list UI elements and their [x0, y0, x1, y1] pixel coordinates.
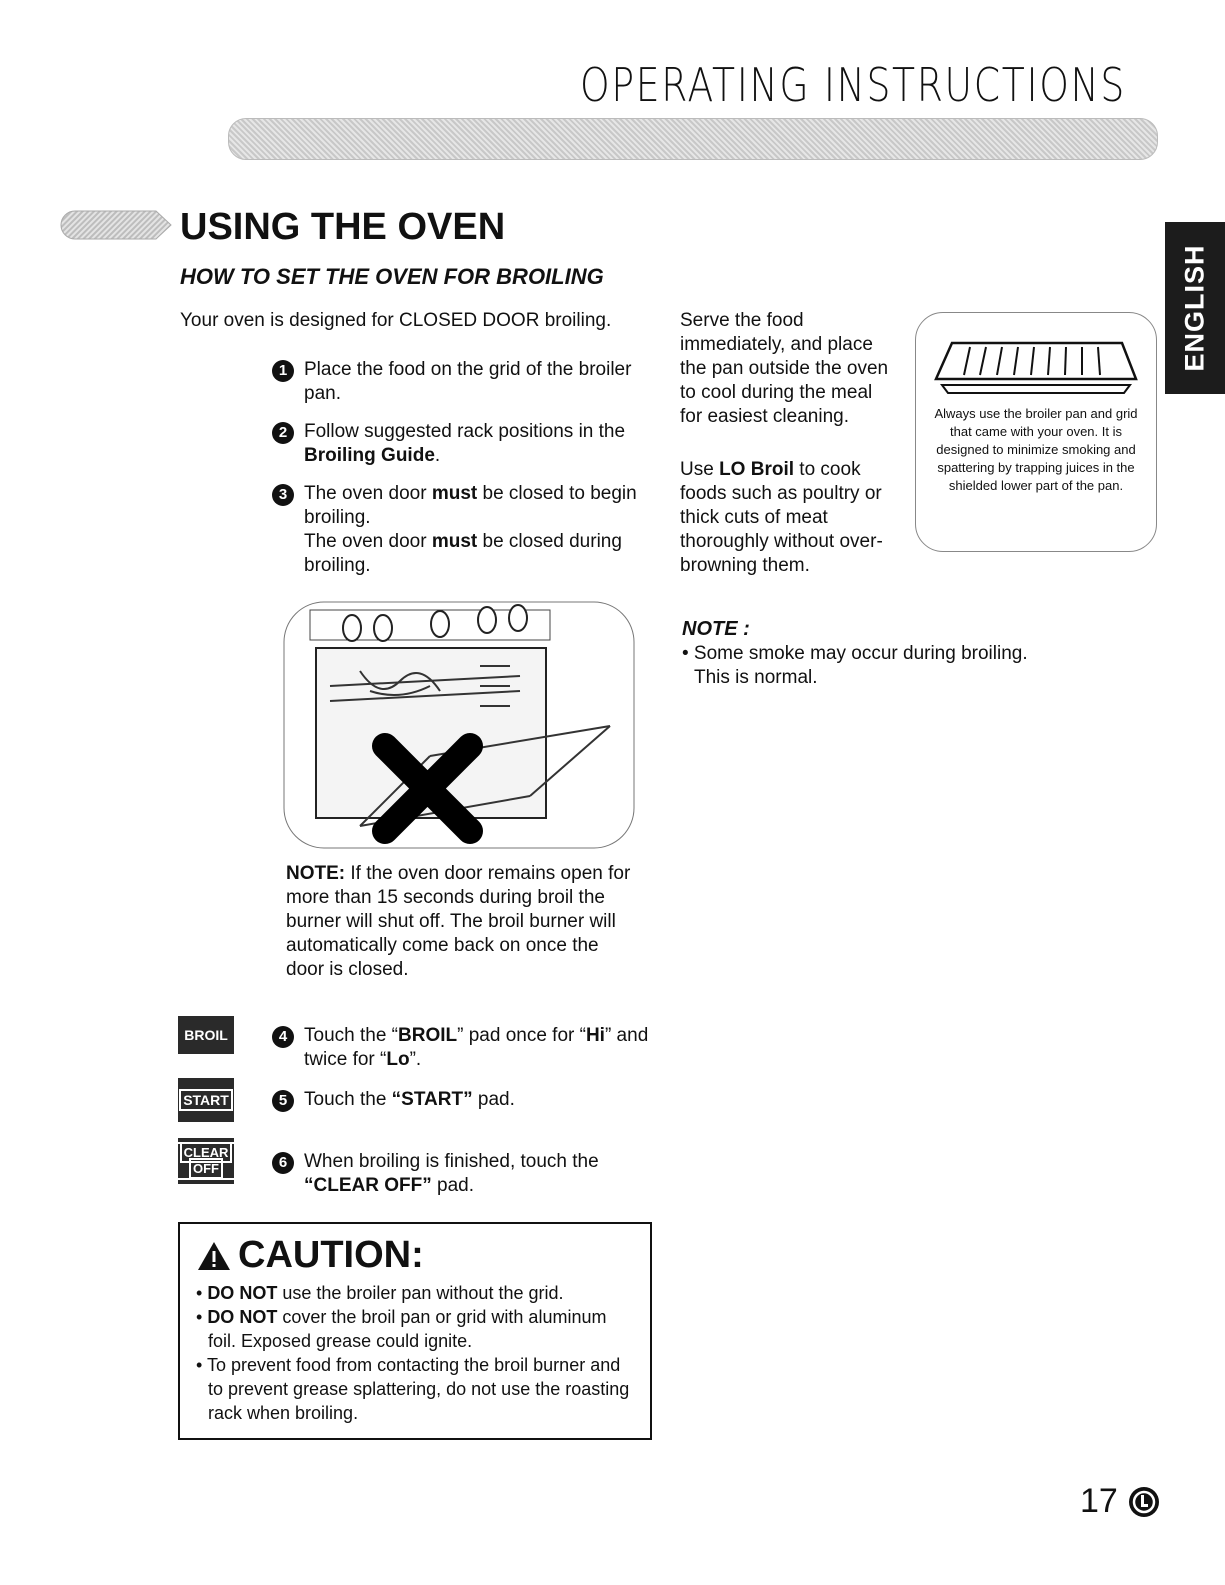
step-text: Touch the “BROIL” pad once for “Hi” and twice for “Lo”.: [304, 1025, 649, 1070]
step-number-badge: 1: [272, 360, 294, 382]
page-header-title: OPERATING INSTRUCTIONS: [580, 58, 1127, 112]
step-number-badge: 3: [272, 484, 294, 506]
step-number-badge: 5: [272, 1090, 294, 1112]
broil-pad-icon: BROIL: [178, 1016, 234, 1054]
step-text: When broiling is finished, touch the “CLEAR OFF” pad.: [304, 1151, 599, 1196]
step-text: Place the food on the grid of the broiler pan.: [304, 359, 632, 404]
broiler-pan-illustration: [930, 335, 1142, 397]
clear-off-pad-icon: CLEAR OFF: [178, 1138, 234, 1184]
language-tab: ENGLISH: [1165, 222, 1225, 394]
caution-item: • DO NOT use the broiler pan without the grid.: [196, 1283, 564, 1303]
step-text: Follow suggested rack positions in the Broiling Guide.: [304, 421, 626, 466]
smoke-note-text: • Some smoke may occur during broiling. This is normal.: [682, 643, 1028, 688]
door-open-note: NOTE: If the oven door remains open for more than 15 seconds during broil the burner will shut off. The broil burner will automatically come back on once the door is closed.: [286, 863, 631, 980]
broiler-pan-callout: [915, 312, 1157, 552]
steps-list: [272, 358, 652, 578]
broiler-pan-caption: Always use the broiler pan and grid that came with your oven. It is designed to minimize smoking and spattering by trapping juices in the shielded lower part of the pan.: [934, 406, 1138, 493]
caution-item: • DO NOT cover the broil pan or grid with aluminum foil. Exposed grease could ignite.: [196, 1307, 607, 1351]
caution-item: • To prevent food from contacting the broil burner and to prevent grease splattering, do not use the roasting rack when broiling.: [196, 1355, 630, 1423]
step-number-badge: 4: [272, 1026, 294, 1048]
section-subtitle: HOW TO SET THE OVEN FOR BROILING: [180, 264, 604, 289]
start-pad-icon: START: [178, 1078, 234, 1122]
intro-text: Your oven is designed for CLOSED DOOR broiling.: [180, 310, 612, 331]
step-2: [272, 420, 652, 468]
caution-title: CAUTION:: [196, 1234, 634, 1277]
step-5: [272, 1088, 652, 1112]
step-number-badge: 6: [272, 1152, 294, 1174]
header-decorative-bar: [228, 118, 1158, 160]
section-marker-icon: [60, 210, 172, 240]
lg-logo-icon: [1128, 1486, 1160, 1518]
smoke-note-label: NOTE :: [682, 618, 750, 640]
page-number: 17: [1080, 1482, 1160, 1521]
step-text: Touch the “START” pad.: [304, 1089, 515, 1110]
caution-list: [196, 1281, 634, 1425]
step-1: [272, 358, 652, 406]
step-6: [272, 1150, 652, 1198]
warning-triangle-icon: [196, 1240, 232, 1272]
step-text: The oven door must be closed to begin broiling. The oven door must be closed during broiling.: [304, 483, 637, 576]
serve-text: Serve the food immediately, and place the pan outside the oven to cool during the meal for easiest cleaning.: [680, 310, 889, 427]
step-4: [272, 1024, 652, 1072]
caution-box: [178, 1222, 652, 1440]
oven-open-door-illustration: [280, 596, 638, 852]
step-number-badge: 2: [272, 422, 294, 444]
section-title: USING THE OVEN: [180, 206, 506, 248]
step-3: [272, 482, 652, 578]
lo-broil-text: Use LO Broil to cook foods such as poultry or thick cuts of meat thoroughly without over-browning them.: [680, 459, 883, 576]
